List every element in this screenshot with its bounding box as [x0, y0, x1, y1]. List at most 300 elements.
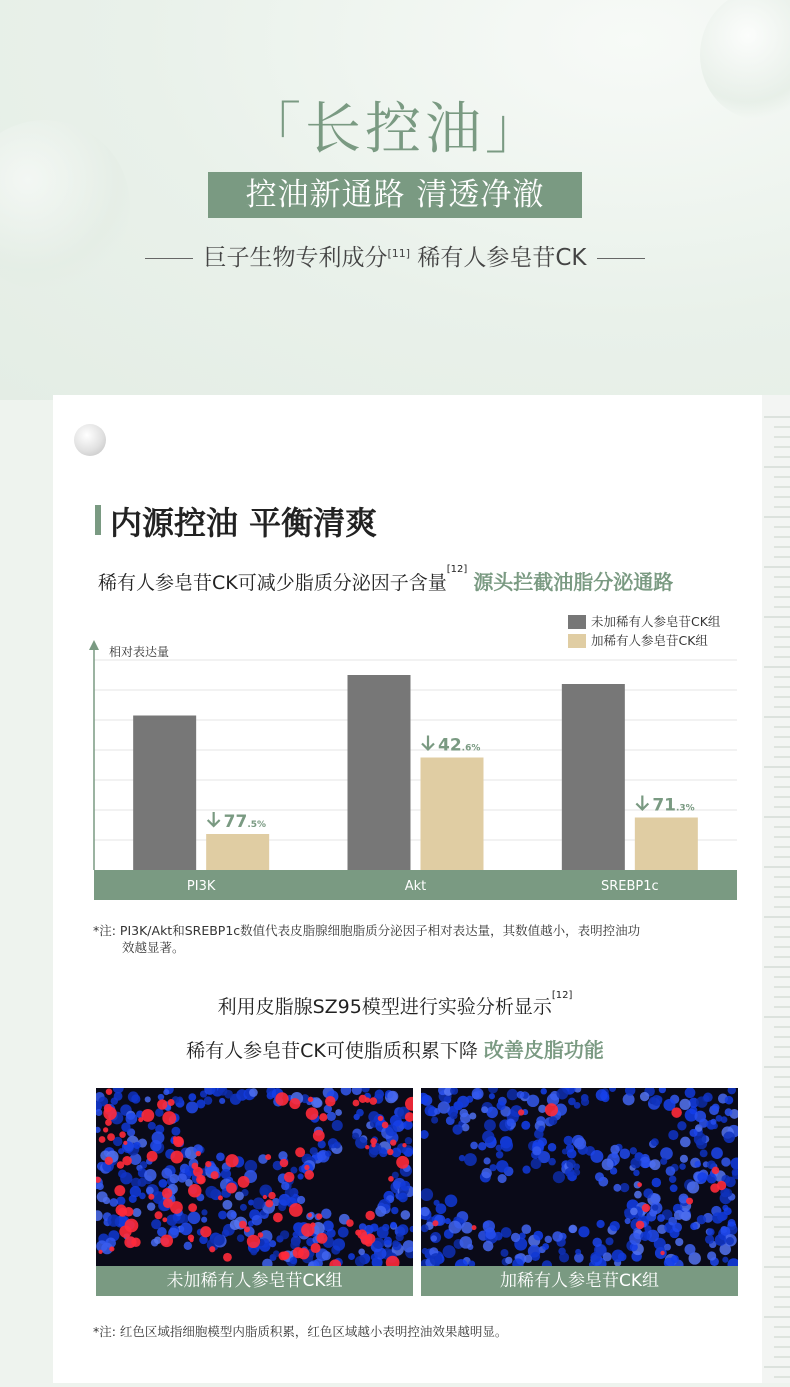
nucleus-cell — [672, 1222, 682, 1232]
experiment-line2-highlight: 改善皮脂功能 — [483, 1038, 604, 1062]
nucleus-cell — [145, 1096, 151, 1102]
nucleus-cell — [461, 1222, 473, 1234]
nucleus-cell — [298, 1173, 304, 1179]
nucleus-cell — [341, 1088, 352, 1095]
lipid-spot — [141, 1109, 154, 1122]
nucleus-cell — [422, 1248, 428, 1254]
nucleus-cell — [541, 1088, 547, 1094]
reference-mark: [11] — [387, 247, 411, 260]
nucleus-cell — [482, 1131, 494, 1143]
nucleus-cell — [410, 1226, 413, 1232]
nucleus-cell — [569, 1225, 578, 1234]
nucleus-cell — [680, 1155, 688, 1163]
nucleus-cell — [564, 1136, 573, 1145]
lipid-spot — [238, 1176, 250, 1188]
lipid-spot — [168, 1099, 175, 1106]
nucleus-cell — [521, 1121, 530, 1130]
nucleus-cell — [152, 1131, 165, 1144]
nucleus-cell — [639, 1157, 650, 1168]
decor-ruler — [762, 395, 790, 1383]
reduction-small: .5% — [247, 820, 267, 830]
nucleus-cell — [620, 1183, 629, 1192]
bar — [562, 684, 625, 870]
nucleus-cell — [483, 1241, 494, 1252]
lipid-spot — [636, 1221, 645, 1230]
x-tick-label: SREBP1c — [600, 879, 659, 894]
nucleus-cell — [180, 1223, 193, 1236]
ingredient-line — [0, 240, 790, 276]
reduction-main: 77 — [223, 812, 248, 832]
lipid-spot — [109, 1246, 114, 1251]
lipid-spot — [99, 1136, 106, 1143]
nucleus-cell — [252, 1215, 262, 1225]
chart-note — [93, 922, 743, 956]
nucleus-cell — [352, 1088, 362, 1095]
lipid-spot — [173, 1136, 184, 1147]
nucleus-cell — [689, 1129, 697, 1137]
nucleus-cell — [559, 1252, 569, 1262]
nucleus-cell — [675, 1238, 683, 1246]
nucleus-cell — [237, 1234, 245, 1242]
section-heading: 内源控油 平衡清爽 — [110, 504, 378, 542]
nucleus-cell — [390, 1222, 396, 1228]
nucleus-cell — [466, 1096, 473, 1103]
lipid-spot — [196, 1151, 201, 1156]
lipid-spot — [163, 1198, 173, 1208]
y-axis-arrow-icon — [89, 640, 99, 650]
nucleus-cell — [496, 1151, 503, 1158]
nucleus-cell — [727, 1258, 738, 1266]
nucleus-cell — [322, 1251, 331, 1260]
nucleus-cell — [697, 1172, 707, 1182]
lipid-spot — [369, 1097, 377, 1105]
nucleus-cell — [253, 1197, 265, 1209]
nucleus-cell — [158, 1179, 167, 1188]
nucleus-cell — [486, 1107, 497, 1118]
nucleus-cell — [609, 1088, 616, 1092]
bar — [421, 758, 484, 871]
lipid-spot — [244, 1226, 250, 1232]
nucleus-cell — [133, 1142, 140, 1149]
nucleus-cell — [538, 1126, 544, 1132]
lipid-spot — [98, 1250, 102, 1254]
microscopy-control-drawing — [96, 1088, 413, 1266]
chart-lead-highlight: 源头拦截油脂分泌通路 — [473, 570, 674, 594]
lipid-spot — [359, 1095, 367, 1103]
nucleus-cell — [333, 1238, 345, 1250]
nucleus-cell — [144, 1169, 156, 1181]
lipid-spot — [308, 1097, 313, 1102]
nucleus-cell — [490, 1164, 497, 1171]
lipid-spot — [190, 1238, 194, 1242]
nucleus-cell — [664, 1244, 671, 1251]
nucleus-cell — [387, 1091, 398, 1102]
nucleus-cell — [660, 1158, 667, 1165]
lipid-spot — [147, 1151, 158, 1162]
nucleus-cell — [403, 1240, 413, 1252]
nucleus-cell — [485, 1229, 496, 1240]
nucleus-cell — [431, 1116, 438, 1123]
nucleus-cell — [297, 1196, 305, 1204]
nucleus-cell — [659, 1088, 666, 1093]
nucleus-cell — [725, 1108, 733, 1116]
nucleus-cell — [670, 1184, 678, 1192]
nucleus-cell — [335, 1109, 342, 1116]
nucleus-cell — [218, 1211, 227, 1220]
lipid-spot — [357, 1229, 367, 1239]
nucleus-cell — [610, 1145, 619, 1154]
nucleus-cell — [436, 1203, 447, 1214]
nucleus-cell — [464, 1153, 477, 1166]
page-title: 「长控油」 — [245, 97, 545, 162]
nucleus-cell — [603, 1252, 612, 1261]
lipid-spot — [263, 1195, 267, 1199]
lipid-spot — [319, 1113, 327, 1121]
lipid-spot — [545, 1103, 558, 1116]
nucleus-cell — [371, 1254, 378, 1261]
nucleus-cell — [401, 1210, 411, 1220]
nucleus-cell — [201, 1209, 207, 1215]
nucleus-cell — [716, 1115, 723, 1122]
nucleus-cell — [421, 1188, 433, 1201]
nucleus-cell — [517, 1091, 525, 1099]
nucleus-cell — [460, 1236, 473, 1249]
nucleus-cell — [590, 1252, 601, 1263]
nucleus-cell — [392, 1240, 399, 1247]
nucleus-cell — [650, 1159, 661, 1170]
lipid-spot — [717, 1181, 726, 1190]
nucleus-cell — [158, 1094, 164, 1100]
nucleus-cell — [549, 1116, 558, 1125]
pearl-icon — [74, 424, 106, 456]
nucleus-cell — [379, 1149, 388, 1158]
nucleus-cell — [684, 1244, 695, 1255]
legend-label: 加稀有人参皂苷CK组 — [591, 633, 708, 648]
nucleus-cell — [443, 1245, 456, 1258]
lipid-spot — [211, 1171, 219, 1179]
nucleus-cell — [625, 1218, 631, 1224]
nucleus-cell — [96, 1127, 101, 1133]
lipid-spot — [284, 1172, 295, 1183]
nucleus-cell — [728, 1219, 736, 1227]
nucleus-cell — [96, 1210, 103, 1221]
down-arrow-icon — [636, 796, 648, 810]
nucleus-cell — [460, 1109, 468, 1117]
nucleus-cell — [450, 1112, 457, 1119]
reference-mark: [12] — [551, 990, 573, 1001]
reduction-main: 42 — [438, 735, 462, 756]
nucleus-cell — [240, 1204, 247, 1211]
nucleus-cell — [313, 1098, 322, 1107]
nucleus-cell — [542, 1243, 549, 1250]
lipid-spot — [637, 1182, 642, 1187]
lipid-spot — [191, 1163, 198, 1170]
nucleus-cell — [652, 1204, 658, 1210]
nucleus-cell — [650, 1193, 660, 1203]
nucleus-cell — [630, 1208, 638, 1216]
nucleus-cell — [731, 1158, 738, 1170]
nucleus-cell — [431, 1235, 437, 1241]
nucleus-cell — [690, 1223, 698, 1231]
nucleus-cell — [405, 1137, 412, 1144]
nucleus-cell — [726, 1237, 734, 1245]
ingredient-line-main: 巨子生物专利成分 — [203, 245, 388, 271]
lipid-spot — [660, 1251, 664, 1255]
nucleus-cell — [249, 1088, 258, 1097]
lipid-spot — [317, 1233, 328, 1244]
nucleus-cell — [227, 1210, 237, 1220]
lipid-spot — [402, 1143, 406, 1147]
nucleus-cell — [602, 1158, 614, 1170]
bar — [348, 675, 411, 870]
nucleus-cell — [501, 1249, 509, 1257]
nucleus-cell — [454, 1101, 463, 1110]
bar-chart — [80, 608, 750, 908]
nucleus-cell — [548, 1143, 557, 1152]
nucleus-cell — [652, 1178, 662, 1188]
nucleus-cell — [462, 1124, 470, 1132]
lipid-spot — [196, 1175, 206, 1185]
microscopy-treated-drawing — [421, 1088, 738, 1266]
nucleus-cell — [507, 1119, 515, 1127]
nucleus-cell — [290, 1257, 297, 1264]
nucleus-cell — [489, 1093, 495, 1099]
lipid-spot — [105, 1157, 113, 1165]
nucleus-cell — [640, 1231, 650, 1241]
nucleus-cell — [677, 1121, 686, 1130]
reduction-label — [438, 736, 480, 756]
nucleus-cell — [384, 1237, 392, 1245]
lipid-spot — [265, 1154, 271, 1160]
nucleus-cell — [148, 1122, 156, 1130]
lipid-spot — [298, 1248, 309, 1259]
lipid-spot — [325, 1096, 336, 1107]
lipid-spot — [295, 1147, 305, 1157]
lipid-spot — [119, 1131, 126, 1138]
lipid-spot — [118, 1208, 127, 1217]
reference-mark: [12] — [446, 564, 468, 575]
nucleus-cell — [166, 1214, 177, 1225]
nucleus-cell — [352, 1133, 359, 1140]
nucleus-cell — [470, 1142, 478, 1150]
chart-lead — [98, 566, 673, 595]
bar — [133, 716, 196, 871]
lipid-spot — [268, 1192, 275, 1199]
nucleus-cell — [398, 1193, 408, 1203]
nucleus-cell — [685, 1088, 696, 1098]
nucleus-cell — [358, 1249, 365, 1256]
lipid-spot — [671, 1107, 682, 1118]
nucleus-cell — [113, 1088, 124, 1094]
nucleus-cell — [694, 1161, 701, 1168]
nucleus-cell — [634, 1191, 642, 1199]
experiment-line1 — [0, 992, 790, 1019]
lipid-spot — [301, 1223, 314, 1236]
nucleus-cell — [725, 1096, 734, 1105]
nucleus-cell — [651, 1095, 662, 1106]
nucleus-cell — [171, 1127, 180, 1136]
nucleus-cell — [640, 1092, 649, 1101]
nucleus-cell — [496, 1101, 505, 1110]
nucleus-cell — [107, 1214, 119, 1226]
lipid-spot — [396, 1156, 409, 1169]
lipid-spot — [353, 1100, 360, 1107]
lipid-spot — [188, 1184, 201, 1197]
lipid-spot — [103, 1107, 116, 1120]
nucleus-cell — [703, 1093, 712, 1102]
nucleus-cell — [630, 1147, 637, 1154]
lipid-spot — [188, 1203, 197, 1212]
nucleus-cell — [377, 1226, 389, 1238]
nucleus-cell — [620, 1149, 631, 1160]
nucleus-cell — [132, 1208, 141, 1217]
nucleus-cell — [121, 1123, 130, 1132]
chart-lead-text: 稀有人参皂苷CK可减少脂质分泌因子含量 — [98, 572, 447, 594]
nucleus-cell — [120, 1172, 132, 1184]
nucleus-cell — [630, 1158, 641, 1169]
nucleus-cell — [679, 1099, 690, 1110]
nucleus-cell — [498, 1174, 507, 1183]
nucleus-cell — [151, 1219, 161, 1229]
lipid-spot — [642, 1204, 650, 1212]
nucleus-cell — [235, 1191, 244, 1200]
nucleus-cell — [505, 1257, 512, 1264]
lipid-spot — [279, 1252, 288, 1261]
lipid-spot — [209, 1246, 215, 1252]
nucleus-cell — [575, 1249, 581, 1255]
nucleus-cell — [657, 1214, 665, 1222]
image-caption-treated: 加稀有人参皂苷CK组 — [421, 1266, 738, 1296]
nucleus-cell — [533, 1231, 543, 1241]
nucleus-cell — [201, 1217, 207, 1223]
lipid-spot — [103, 1127, 108, 1132]
lipid-spot — [365, 1211, 375, 1221]
lipid-spot — [162, 1217, 167, 1222]
lipid-spot — [346, 1219, 354, 1227]
nucleus-cell — [694, 1111, 706, 1123]
nucleus-cell — [552, 1231, 563, 1242]
nucleus-cell — [186, 1101, 198, 1113]
nucleus-cell — [139, 1193, 146, 1200]
nucleus-cell — [146, 1187, 154, 1195]
lipid-spot — [304, 1165, 309, 1170]
nucleus-cell — [280, 1230, 289, 1239]
reduction-small: .3% — [676, 803, 695, 814]
divider-right — [597, 258, 645, 259]
lipid-spot — [280, 1159, 289, 1168]
lipid-spot — [311, 1243, 321, 1253]
lipid-spot — [304, 1170, 314, 1180]
reduction-small: .6% — [461, 743, 481, 754]
nucleus-cell — [531, 1158, 542, 1169]
nucleus-cell — [595, 1172, 604, 1181]
lipid-spot — [218, 1195, 223, 1200]
nucleus-cell — [612, 1250, 625, 1263]
nucleus-cell — [717, 1212, 726, 1221]
lipid-spot — [155, 1211, 163, 1219]
nucleus-cell — [310, 1147, 318, 1155]
nucleus-cell — [581, 1098, 589, 1106]
nucleus-cell — [496, 1160, 508, 1172]
nucleus-cell — [430, 1253, 443, 1266]
nucleus-cell — [332, 1120, 343, 1131]
nucleus-cell — [109, 1198, 118, 1207]
nucleus-cell — [545, 1236, 552, 1243]
nucleus-cell — [269, 1240, 276, 1247]
nucleus-cell — [213, 1234, 225, 1246]
nucleus-cell — [553, 1171, 565, 1183]
nucleus-cell — [697, 1215, 706, 1224]
divider-left — [145, 258, 193, 259]
nucleus-cell — [219, 1098, 225, 1104]
nucleus-cell — [178, 1173, 187, 1182]
nucleus-cell — [147, 1202, 155, 1210]
nucleus-cell — [674, 1210, 684, 1220]
lipid-spot — [162, 1111, 176, 1125]
nucleus-cell — [481, 1106, 488, 1113]
lipid-spot — [712, 1167, 719, 1174]
nucleus-cell — [96, 1109, 102, 1116]
nucleus-cell — [629, 1233, 641, 1245]
nucleus-cell — [578, 1226, 589, 1237]
chart-note-line1: *注: PI3K/Akt和SREBP1c数值代表皮脂腺细胞脂质分泌因子相对表达量，其数值越小，表明控油功 — [93, 923, 641, 938]
nucleus-cell — [205, 1186, 217, 1198]
lipid-spot — [157, 1099, 167, 1109]
nucleus-cell — [613, 1184, 621, 1192]
nucleus-cell — [445, 1195, 458, 1208]
nucleus-cell — [281, 1182, 289, 1190]
nucleus-cell — [705, 1235, 714, 1244]
nucleus-cell — [687, 1181, 699, 1193]
legend-swatch — [568, 634, 586, 648]
nucleus-cell — [488, 1088, 498, 1093]
x-tick-label: Akt — [404, 879, 427, 894]
nucleus-cell — [169, 1174, 179, 1184]
chart-note-line2: 效越显著。 — [122, 940, 185, 955]
lipid-spot — [289, 1098, 300, 1109]
lipid-spot — [114, 1185, 125, 1196]
lipid-spot — [160, 1234, 173, 1247]
lipid-spot — [247, 1235, 260, 1248]
lipid-spot — [273, 1213, 283, 1223]
nucleus-cell — [651, 1138, 659, 1146]
lipid-spot — [370, 1138, 377, 1145]
nucleus-cell — [679, 1163, 686, 1170]
nucleus-cell — [710, 1119, 716, 1125]
ingredient-line-tail: 稀有人参皂苷CK — [417, 245, 587, 271]
nucleus-cell — [605, 1237, 613, 1245]
lipid-spot — [388, 1176, 394, 1182]
nucleus-cell — [711, 1147, 723, 1159]
nucleus-cell — [484, 1157, 491, 1164]
lipid-spot — [205, 1161, 211, 1167]
nucleus-cell — [131, 1094, 140, 1103]
nucleus-cell — [527, 1095, 539, 1107]
image-caption-control: 未加稀有人参皂苷CK组 — [96, 1266, 413, 1296]
lipid-spot — [119, 1225, 131, 1237]
lipid-spot — [390, 1139, 396, 1145]
nucleus-cell — [596, 1220, 604, 1228]
nucleus-cell — [325, 1150, 331, 1156]
experiment-line2 — [0, 1034, 790, 1063]
subtitle-banner: 控油新通路 清透净澈 — [208, 172, 582, 218]
nucleus-cell — [260, 1187, 268, 1195]
nucleus-cell — [728, 1088, 736, 1094]
nucleus-cell — [669, 1176, 676, 1183]
nucleus-cell — [548, 1158, 556, 1166]
nucleus-cell — [660, 1147, 673, 1160]
nucleus-cell — [609, 1221, 619, 1231]
